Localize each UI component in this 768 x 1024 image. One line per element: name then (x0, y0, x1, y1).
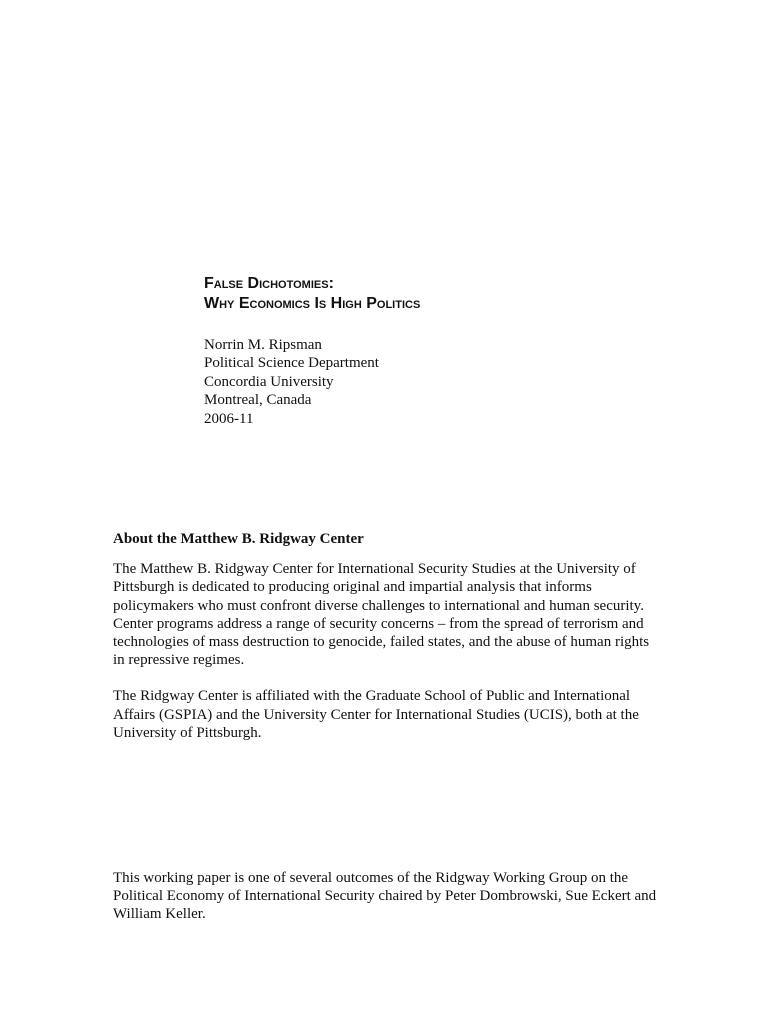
author-university: Concordia University (204, 373, 334, 390)
title-line-2: Why Economics Is High Politics (204, 295, 421, 312)
about-paragraph-1: The Matthew B. Ridgway Center for International Security Studies at the University of Pittsburgh is dedicated to producing original and impartial analysis that informs policymakers who must confront diverse challenges to international and human security. Center programs address a range of security concerns – from the spread of terrorism and technologies of mass destruction to genocide, failed states, and the abuse of human rights in repressive regimes. (113, 561, 650, 669)
paper-date: 2006-11 (204, 410, 254, 427)
paper-title (204, 274, 420, 314)
title-line-1: False Dichotomies: (204, 275, 334, 292)
author-name: Norrin M. Ripsman (204, 337, 322, 353)
about-section (113, 530, 658, 760)
about-paragraph-2: The Ridgway Center is affiliated with the Graduate School of Public and International Affairs (GSPIA) and the University Center for International Studies (UCIS), both at the University of Pittsburgh. (113, 688, 639, 741)
author-department: Political Science Department (204, 355, 379, 372)
working-group-note: This working paper is one of several outcomes of the Ridgway Working Group on the Political Economy of International Security chaired by Peter Dombrowski, Sue Eckert and William Keller. (113, 870, 657, 923)
author-block (204, 336, 379, 428)
about-heading: About the Matthew B. Ridgway Center (113, 531, 364, 547)
author-location: Montreal, Canada (204, 392, 312, 409)
